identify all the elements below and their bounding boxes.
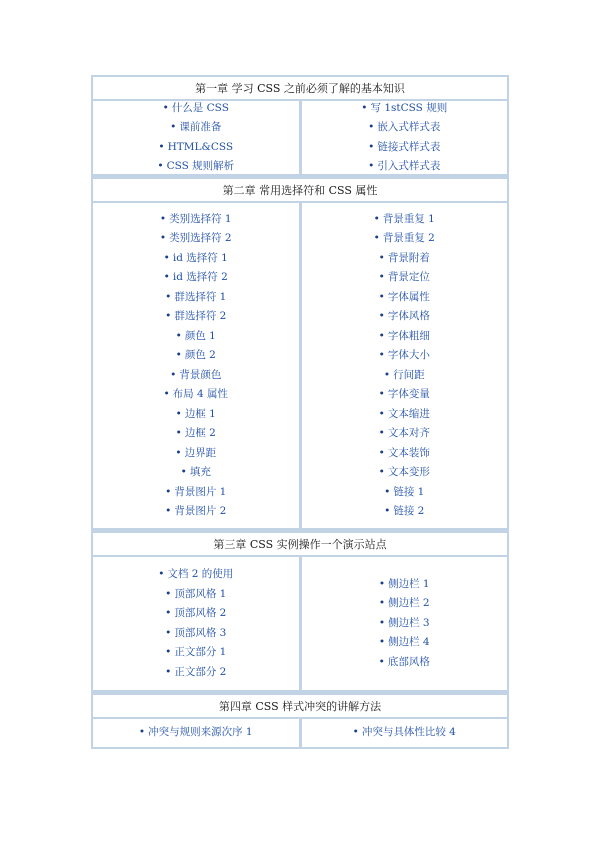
toc-link[interactable]: [374, 229, 435, 249]
toc-link[interactable]: [176, 405, 216, 425]
toc-link[interactable]: [170, 366, 221, 386]
bullet-icon: •: [157, 160, 164, 172]
toc-link-label[interactable]: 填充: [189, 466, 211, 478]
bullet-icon: •: [378, 636, 386, 649]
toc-table: [91, 75, 509, 749]
bullet-icon: •: [163, 251, 170, 264]
toc-link-label[interactable]: 布局 4 属性: [172, 388, 229, 400]
bullet-icon: •: [165, 607, 172, 619]
bullet-icon: •: [378, 310, 385, 322]
bullet-icon: •: [138, 726, 146, 739]
toc-link-label[interactable]: 文档 2 的使用: [167, 568, 234, 580]
toc-link[interactable]: [165, 643, 226, 663]
toc-link[interactable]: [163, 385, 228, 405]
toc-link-label[interactable]: id 选择符 1: [172, 251, 228, 264]
bullet-icon: •: [175, 349, 182, 361]
bullet-icon: •: [361, 101, 368, 114]
toc-link-label[interactable]: 背景图片 1: [174, 485, 227, 498]
bullet-icon: •: [165, 587, 172, 600]
toc-link[interactable]: [379, 575, 430, 595]
toc-link-label[interactable]: 背景重复 1: [382, 212, 435, 225]
toc-link-label[interactable]: 写 1stCSS 规则: [370, 101, 448, 114]
bullet-icon: •: [175, 427, 182, 439]
toc-link[interactable]: [165, 483, 226, 503]
bullet-icon: •: [378, 407, 385, 420]
bullet-icon: •: [378, 349, 385, 361]
bullet-icon: •: [384, 505, 391, 517]
toc-link-label[interactable]: 文本装饰: [387, 446, 430, 459]
toc-link[interactable]: [164, 249, 228, 269]
toc-link-label[interactable]: 颜色 1: [184, 329, 216, 342]
toc-link[interactable]: [165, 663, 226, 683]
bullet-icon: •: [165, 646, 172, 658]
bullet-icon: •: [175, 407, 182, 420]
toc-link-label[interactable]: 文本变形: [387, 466, 430, 478]
toc-link-label[interactable]: 边框 1: [184, 407, 216, 420]
chapter-4-body: [91, 719, 509, 749]
toc-link[interactable]: [384, 366, 425, 386]
toc-link-label[interactable]: 冲突与规则来源次序 1: [148, 726, 253, 739]
toc-link[interactable]: [379, 327, 430, 347]
toc-link-label[interactable]: 类别选择符 1: [169, 212, 232, 225]
toc-link[interactable]: [379, 653, 430, 673]
bullet-icon: •: [373, 232, 380, 244]
bullet-icon: •: [165, 290, 172, 303]
bullet-icon: •: [162, 101, 169, 114]
bullet-icon: •: [373, 212, 380, 225]
toc-link-label[interactable]: 文本对齐: [387, 427, 430, 439]
toc-link[interactable]: [379, 385, 430, 405]
chapter-2-right-list: [302, 203, 508, 528]
bullet-icon: •: [378, 290, 385, 303]
bullet-icon: •: [378, 271, 385, 283]
bullet-icon: •: [368, 140, 375, 153]
toc-link[interactable]: [165, 585, 226, 605]
toc-link-label[interactable]: 侧边栏 2: [388, 597, 430, 610]
toc-link-label[interactable]: id 选择符 2: [172, 271, 228, 283]
toc-link[interactable]: [379, 444, 430, 464]
toc-link[interactable]: [379, 463, 430, 483]
toc-link[interactable]: [165, 502, 226, 522]
bullet-icon: •: [165, 310, 172, 322]
toc-link-label[interactable]: 背景附着: [387, 251, 430, 264]
bullet-icon: •: [378, 655, 385, 668]
toc-link-label[interactable]: 字体变量: [387, 388, 430, 400]
toc-link[interactable]: [164, 268, 228, 288]
toc-link[interactable]: [160, 229, 232, 249]
toc-link[interactable]: [379, 405, 430, 425]
toc-link-label[interactable]: 正文部分 2: [174, 665, 227, 678]
chapter-4-title: 第四章 CSS 样式冲突的讲解方法: [91, 693, 509, 719]
toc-link[interactable]: [384, 502, 424, 522]
chapter-3-left-list: [93, 557, 302, 690]
bullet-icon: •: [180, 466, 187, 478]
bullet-icon: •: [165, 665, 172, 678]
toc-link-label[interactable]: 文本缩进: [387, 407, 430, 420]
bullet-icon: •: [170, 121, 177, 133]
toc-link-label[interactable]: 什么是 CSS: [171, 101, 229, 114]
bullet-icon: •: [163, 388, 170, 400]
toc-link[interactable]: [176, 346, 216, 366]
bullet-icon: •: [165, 505, 172, 517]
toc-link-label[interactable]: 侧边栏 3: [388, 616, 430, 629]
chapter-1-left-list: [93, 101, 302, 174]
chapter-2-left-list: [93, 203, 302, 528]
toc-link[interactable]: [165, 604, 226, 624]
bullet-icon: •: [378, 427, 385, 439]
bullet-icon: •: [352, 726, 359, 739]
bullet-icon: •: [378, 388, 385, 400]
toc-link[interactable]: [361, 99, 447, 119]
toc-link-label[interactable]: 行间距: [393, 368, 425, 381]
toc-link[interactable]: [176, 424, 216, 444]
toc-link[interactable]: [165, 624, 226, 644]
bullet-icon: •: [378, 466, 385, 478]
toc-link[interactable]: [353, 723, 456, 743]
bullet-icon: •: [368, 160, 375, 172]
toc-link[interactable]: [163, 99, 229, 119]
bullet-icon: •: [383, 368, 391, 381]
bullet-icon: •: [378, 251, 385, 264]
toc-link[interactable]: [379, 614, 430, 634]
toc-link[interactable]: [176, 327, 216, 347]
bullet-icon: •: [158, 568, 165, 580]
bullet-icon: •: [165, 485, 172, 498]
bullet-icon: •: [175, 446, 182, 459]
bullet-icon: •: [384, 485, 391, 498]
toc-link[interactable]: [175, 444, 216, 464]
toc-link-label[interactable]: 背景颜色: [179, 368, 222, 381]
toc-link-label[interactable]: 字体大小: [387, 349, 430, 361]
toc-link[interactable]: [379, 307, 430, 327]
toc-link[interactable]: [165, 307, 226, 327]
toc-link[interactable]: [379, 424, 430, 444]
toc-link[interactable]: [158, 565, 233, 585]
toc-link-label[interactable]: 字体粗细: [387, 329, 430, 342]
toc-link[interactable]: [165, 288, 226, 308]
toc-link-label[interactable]: 颜色 2: [184, 349, 216, 361]
bullet-icon: •: [175, 329, 182, 342]
bullet-icon: •: [378, 446, 385, 459]
chapter-1-right-list: [302, 101, 508, 174]
toc-link[interactable]: [379, 346, 430, 366]
chapter-1-body: [91, 101, 509, 174]
toc-link-label[interactable]: 边界距: [184, 446, 217, 459]
toc-link-label[interactable]: 群选择符 1: [174, 290, 227, 303]
toc-link-label[interactable]: 类别选择符 2: [169, 232, 232, 244]
toc-link-label[interactable]: 顶部风格 2: [174, 607, 227, 619]
toc-link[interactable]: [379, 268, 430, 288]
chapter-2-title: 第二章 常用选择符和 CSS 属性: [91, 177, 509, 203]
toc-link-label[interactable]: 底部风格: [387, 655, 430, 668]
toc-link[interactable]: [139, 723, 253, 743]
toc-link[interactable]: [379, 633, 430, 653]
chapter-3-right-list: [302, 557, 508, 690]
chapter-1-title: 第一章 学习 CSS 之前必须了解的基本知识: [91, 75, 509, 101]
toc-link-label[interactable]: 侧边栏 4: [388, 636, 430, 649]
toc-link-label[interactable]: 字体风格: [387, 310, 430, 322]
toc-link[interactable]: [368, 157, 440, 177]
toc-link-label[interactable]: 背景图片 2: [174, 505, 227, 517]
bullet-icon: •: [368, 121, 375, 133]
toc-link-label[interactable]: 边框 2: [184, 427, 216, 439]
toc-link-label[interactable]: 课前准备: [179, 121, 222, 133]
toc-link-label[interactable]: 字体属性: [387, 290, 430, 303]
bullet-icon: •: [378, 616, 386, 629]
chapter-2-body: [91, 203, 509, 528]
toc-link-label[interactable]: 侧边栏 1: [388, 577, 430, 590]
toc-link-label[interactable]: 嵌入式样式表: [377, 121, 441, 133]
toc-link[interactable]: [379, 288, 430, 308]
toc-link[interactable]: [368, 118, 440, 138]
toc-link-label[interactable]: 链接 2: [393, 505, 425, 517]
bullet-icon: •: [378, 597, 386, 610]
toc-link-label[interactable]: 顶部风格 1: [174, 587, 227, 600]
toc-link[interactable]: [379, 249, 430, 269]
bullet-icon: •: [158, 140, 165, 153]
bullet-icon: •: [170, 368, 177, 381]
chapter-4-left-list: [93, 719, 302, 747]
bullet-icon: •: [159, 212, 167, 225]
toc-link-label[interactable]: 顶部风格 3: [174, 626, 227, 639]
toc-link[interactable]: [368, 138, 440, 158]
toc-link-label[interactable]: CSS 规则解析: [166, 160, 235, 172]
toc-link-label[interactable]: 群选择符 2: [174, 310, 227, 322]
toc-link-label[interactable]: 冲突与具体性比较 4: [361, 726, 456, 739]
chapter-4-right-list: [302, 719, 508, 747]
toc-link-label[interactable]: 引入式样式表: [377, 160, 441, 172]
bullet-icon: •: [159, 232, 167, 244]
toc-link[interactable]: [374, 210, 435, 230]
toc-link[interactable]: [158, 138, 233, 158]
bullet-icon: •: [163, 271, 170, 283]
toc-link[interactable]: [157, 157, 234, 177]
bullet-icon: •: [378, 329, 385, 342]
toc-link[interactable]: [379, 594, 430, 614]
bullet-icon: •: [378, 577, 386, 590]
toc-link-label[interactable]: 背景定位: [387, 271, 430, 283]
toc-link-label[interactable]: HTML&CSS: [167, 140, 234, 153]
toc-link[interactable]: [160, 210, 232, 230]
toc-link-label[interactable]: 链接式样式表: [377, 140, 441, 153]
toc-link-label[interactable]: 链接 1: [393, 485, 425, 498]
chapter-3-title: 第三章 CSS 实例操作一个演示站点: [91, 531, 509, 557]
toc-link[interactable]: [170, 118, 221, 138]
bullet-icon: •: [165, 626, 172, 639]
toc-link-label[interactable]: 正文部分 1: [174, 646, 227, 658]
chapter-3-body: [91, 557, 509, 690]
toc-link-label[interactable]: 背景重复 2: [382, 232, 435, 244]
toc-link[interactable]: [181, 463, 211, 483]
toc-link[interactable]: [384, 483, 424, 503]
